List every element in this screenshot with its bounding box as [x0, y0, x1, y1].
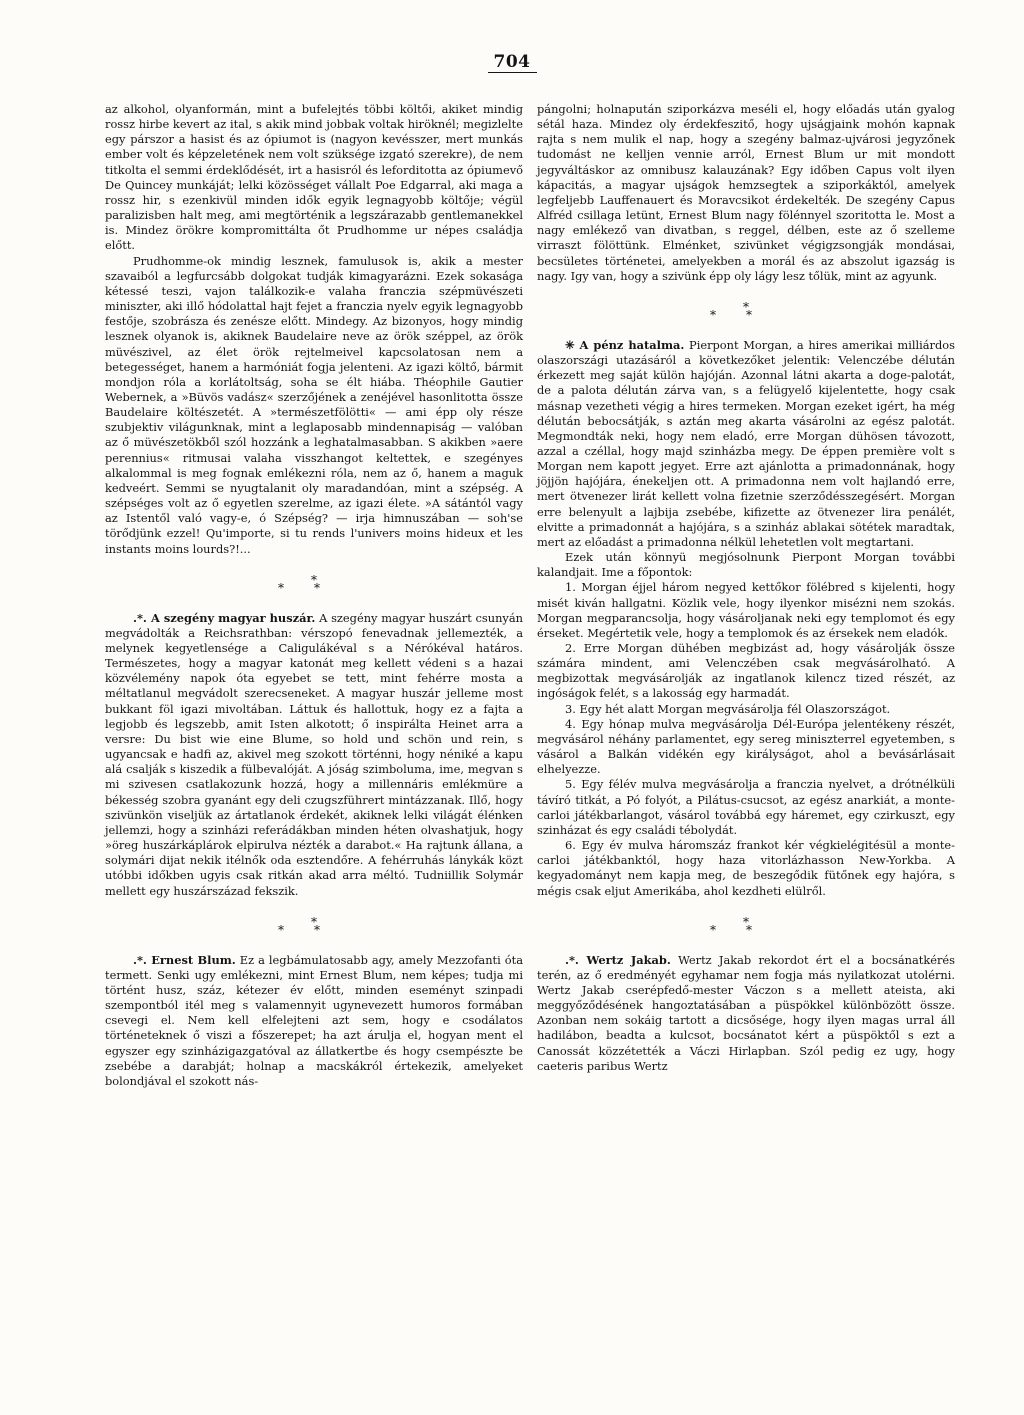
star-icon: *	[746, 922, 782, 937]
star-icon: *	[314, 580, 350, 595]
article-penz-hatalma	[537, 338, 955, 550]
star-icon: *	[314, 922, 350, 937]
star-icon: *	[743, 299, 749, 314]
star-icon: *	[311, 572, 317, 587]
list-item: 1. Morgan éjjel három negyed kettőkor fölébred s kijelenti, hogy misét kiván hallgatni. Közlik vele, hogy ilyenkor misézni nem szokás. Morgan megparancsolja, hogy vásároljanak neki egy templomot és egy érseket. Megértetik vele, hogy a templomok és az érsekek nem eladók.	[537, 580, 955, 640]
star-icon: *	[278, 922, 314, 937]
star-icon: *	[746, 307, 782, 322]
list-item: 4. Egy hónap mulva megvásárolja Dél-Európa jelentékeny részét, megvásárol néhány parlamentet, egy sereg miniszterrel egyetemben, s vásárol a Balkán vidékén egy királyságot, ahol a bevásárlásait elhelyezze.	[537, 716, 955, 777]
list-item: 3. Egy hét alatt Morgan megvásárolja fél Olaszországot.	[565, 701, 891, 716]
list-item: 2. Erre Morgan dühében megbizást ad, hogy vásárolják össze számára mindent, ami Velenczében csak megvásárolható. A megbizottak megvásárolják az ingatlanok kilencz tized részét, az ingóságok felét, s a lakosság egy harmadát.	[537, 641, 955, 701]
paragraph: az alkohol, olyanformán, mint a bufelejtés többi költői, akiket mindig rossz hirbe kevert az ital, s akik mind jobbak voltak hiröknél; megizlelte egy párszor a hasist és az ópiumot is (nagyon kevésszer, mert munkás ember volt és képzeletének nem volt szüksége izgató szerekre), de nem titkolta el semmi érdeklődését, irt a hasisról és leforditotta az ópiumevő De Quincey munkáját; lelki közösséget vállalt Poe Edgarral, aki maga a rossz hir, s ezenkivül minden idők egyik legnagyobb költője; végül paralizisben halt meg, ami megtörténik a legszárazabb gentlemanekkel is. Mindez örökre kompromittálta őt Prudhomme ur népes családja előtt.	[105, 102, 523, 253]
article-title: A pénz hatalma.	[579, 337, 685, 352]
article-title: Wertz Jakab.	[586, 952, 671, 967]
star-icon: *	[311, 914, 317, 929]
asterism-icon: ✳	[565, 337, 580, 352]
paragraph: pángolni; holnapután sziporkázva meséli el, hogy előadás után gyalog sétál haza. Mindez oly érdekfeszitő, hogy ujságjaink mohón kapnak rajta s nem mulik el nap, hogy a szegény balmaz-ujvárosi jegyzőnek tudomást ne kelljen vennie arról, Ernest Blum ur mit mondott jegyváltáskor az omnibusz kalauzának? Egy időben Capus volt ilyen kápacitás, a magyar ujságok hemzsegtek a sziporkáktól, amelyek legfeljebb Lauffenauert és Moravcsikot érdekelték. De szegény Capus Alfréd csillaga letünt, Ernest Blum nagy fölénnyel szoritotta le. Most a nagy emlékező van divatban, s reggel, délben, este az ő szelleme virraszt fölöttünk. Elménket, szivünket végigzsongják mondásai, becsületes történetei, amelyekben a morál és az abszolut igazság is nagy. Igy van, hogy a szivünk épp oly lágy lesz tőlük, mint az agyunk.	[537, 102, 955, 283]
list-item: 6. Egy év mulva háromszáz frankot kér végkielégitésül a monte-carloi játékbanktól, hogy haza vitorlázhasson New-Yorkba. A kegyadományt nem kapja meg, de beszegődik fütőnek egy hajóra, s mégis csak eljut Amerikába, ahol kezdheti elülről.	[537, 838, 955, 898]
article-title: Ernest Blum.	[151, 952, 236, 967]
article-title: A szegény magyar huszár.	[150, 610, 316, 625]
list-item: 5. Egy félév mulva megvásárolja a franczia nyelvet, a drótnélküli távíró titkát, a Pó folyót, a Pilátus-csucsot, az egész anarkiát, a monte-carloi játékbarlangot, vásárol továbbá egy háremet, egy czirkuszt, egy szinházat és egy családi tébolydát.	[537, 777, 955, 837]
section-mark-icon: .*.	[133, 610, 151, 625]
section-mark-icon: .*.	[133, 952, 152, 967]
star-icon: *	[278, 580, 314, 595]
page-number: 704	[0, 52, 1024, 72]
paragraph: Ezek után könnyü megjósolnunk Pierpont Morgan további kalandjait. Ime a főpontok:	[537, 550, 955, 580]
section-divider-stars	[537, 301, 955, 321]
article-body: A szegény magyar huszárt csunyán megvádolták a Reichsrathban: vérszopó fenevadnak jellemezték, a melynek kegyetlensége a Caligulákéval s a Nérókéval határos. Természetes, hogy a magyar katonát meg kellett védeni s a hazai közvélemény napok óta egyebet se tett, mint fehérre mosta a méltatlanul megvádolt szerecseneket. A magyar huszár jelleme most bukkant föl igazi mivoltában. Láttuk és hallottuk, hogy ez a fajta a legjobb és legszebb, amit Isten alkotott; ő inspirálta Heinet arra a versre: Du bist wie eine Blume, so hold und schön und rein, s ugyancsak e hadfi az, akivel meg szokott történni, hogy néniké a kapu alá csalják s kiszedik a fülbevalóját. A jóság szimboluma, ime, megvan s mi szivesen csatlakozunk hozzá, hogy a millennáris emlékmüre a békesség szobra gyanánt egy deli czugszführert mintázzanak. Illő, hogy szivünkön viseljük az ártatlanok érdekét, akiknek lelki világát élénken jellemzi, hogy a szinházi referádákban minden héten olvashatjuk, hogy »öreg huszárkáplárok elpirulva nézték a darabot.« Ha rajtunk állana, a solymári dijat nekik itélnők oda esztendőre. A fehérruhás lánykák közt utóbbi időkben ugyis csak ritkán akad arra méltó. Tudniillik Solymár mellett egy huszárszázad fekszik.	[105, 610, 523, 898]
article-wertz-jakab	[537, 953, 955, 1074]
article-szegeny-magyar-huszar	[105, 611, 523, 899]
star-icon: *	[710, 922, 746, 937]
section-divider-stars	[105, 916, 523, 936]
section-divider-stars	[105, 574, 523, 594]
right-column	[537, 102, 955, 1074]
star-icon: *	[710, 307, 746, 322]
section-divider-stars	[537, 916, 955, 936]
paragraph: Prudhomme-ok mindig lesznek, famulusok is, akik a mester szavaiból a legfurcsább dolgokat tudják kimagyarázni. Ezek sokasága kétessé teszi, vajon találkozik-e valaha franczia szépmüvészeti miniszter, aki illő hódolattal hajt fejet a franczia nyelv egyik legnagyobb festője, szobrásza és zenésze előtt. Mindegy. Az bizonyos, hogy mindig lesznek olyanok is, akiknek Baudelaire neve az örök széppel, az örök müvészivel, az élet örök rejtelmeivel kapcsolatosan nem a betegességet, hanem a harmóniát fogja jelenteni. Az igazi költő, bármit mondjon róla a korlátoltság, soha se élt hiába. Théophile Gautier Webernek, a »Büvös vadász« szerzőjének a zenéjével hasonlitotta össze Baudelaire költészetét. A »természetfölötti« — ami épp oly része szubjektiv világunknak, mint a leglaposabb mindennapiság — valóban az ő müvészetökből szól hozzánk a leghatalmasabban. S akikben »aere perennius« ritmusai valaha visszhangot keltettek, e szegényes alkalommal is meg fognak emlékezni róla, nem az ő, hanem a maguk kedveért. Semmi se nyugtalanit oly maradandóan, mint a szépség. A szépséges volt az ő egyetlen szerelme, az igazi élete. »A sátántól vagy az Istentől való vagy-e, ó Szépség? — irja himnuszában — soh'se törődjünk ezzel! Qu'importe, si tu rends l'univers moins hideux et les instants moins lourds?!...	[105, 253, 523, 556]
article-ernest-blum	[105, 953, 523, 1089]
left-column	[105, 102, 523, 1089]
article-body: Wertz Jakab rekordot ért el a bocsánatkérés terén, az ő eredményét egyhamar nem fogja más nyilatkozat utolérni. Wertz Jakab cserépfedő-mester Váczon s a mellett ateista, aki meggyőződésének hangoztatásában a püspökkel különbözött össze. Azonban nem sokáig tartott a dicsősége, hogy ilyen magas urral áll hadilábon, beadta a kulcsot, bocsánatot kért a püspöktől s ezt a Canossát közzétették a Váczi Hirlapban. Szól pedig ez ugy, hogy caeteris paribus Wertz	[537, 952, 955, 1073]
article-body: Ez a legbámulatosabb agy, amely Mezzofanti óta termett. Senki ugy emlékezni, mint Ernest Blum, nem képes; tudja mi történt husz, száz, kétezer év előtt, minden eseményt szinpadi szempontból itél meg s valamennyit ugynevezett humoros formában csevegi el. Nem kell elfelejteni azt sem, hogy e csodálatos történeteknek ő viszi a főszerepet; ha azt árulja el, hogyan ment el egyszer egy szinházigazgatóval az állatkertbe és hogy csempészte be zsebébe a darabját; holnap a macskákról értekezik, amelyeket bolondjával el szokott nás-	[105, 952, 523, 1088]
star-icon: *	[743, 914, 749, 929]
section-mark-icon: .*.	[565, 952, 587, 967]
article-body: Pierpont Morgan, a hires amerikai milliárdos olaszországi utazásáról a következőket jelentik: Velenczébe délután érkezett meg saját külön hajóján. Azonnal látni akarta a doge-palotát, de a palota délután zárva van, s a felügyelő kijelentette, hogy csak másnap vezetheti végig a hires termeken. Morgan ezeket igért, ha még délután bebocsátják, s aztán meg akarta vásárolni az egész palotát. Megmondták neki, hogy nem eladó, erre Morgan dühösen távozott, azzal a czéllal, hogy majd szinházba megy. De éppen première volt s Morgan nem kapott jegyet. Erre azt ajánlotta a primadonnának, hogy jöjjön hajójára, énekeljen ott. A primadonna nem volt hajlandó erre, mert ötvenezer lirát kellett volna fizetnie szerződésszegésért. Morgan erre belenyult a lajbija zsebébe, kifizette az ötvenezer lira penálét, elvitte a primadonnát a hajójára, s a szinház ablakai sötétek maradtak, mert az előadást a primadonna nélkül lehetetlen volt megtartani.	[537, 337, 956, 549]
